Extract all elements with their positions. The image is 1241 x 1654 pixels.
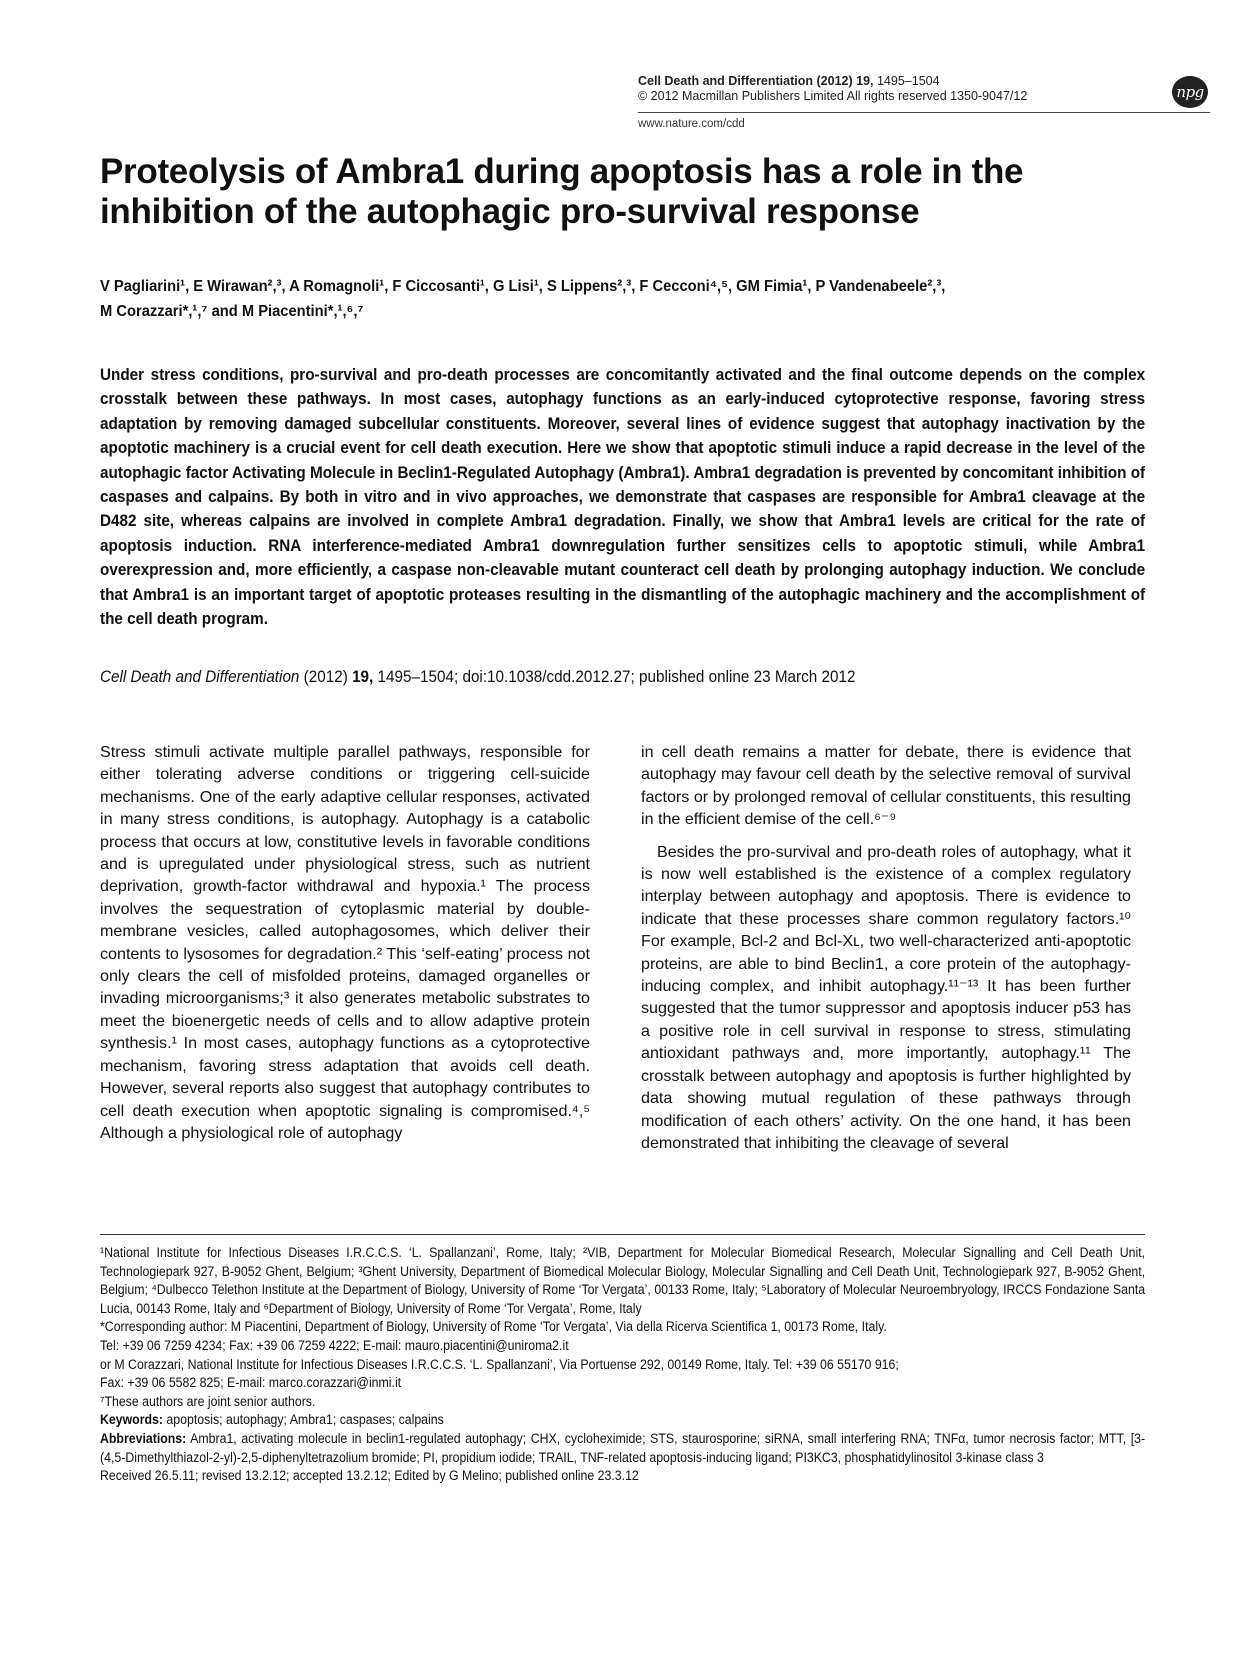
corresponding-author-2: or M Corazzari, National Institute for Infectious Diseases I.R.C.C.S. ‘L. Spallanzani’, Via Portuense 292, 00149 Rome, Italy. Tel: +39 06 55170 916; <box>100 1356 899 1372</box>
authors-line-1: V Pagliarini¹, E Wirawan²,³, A Romagnoli¹, F Ciccosanti¹, G Lisi¹, S Lippens²,³, F Cecconi⁴,⁵, GM Fimia¹, P Vandenabeele²,³, <box>100 278 946 295</box>
citation-year: (2012) <box>303 667 348 686</box>
header-rule <box>638 112 1210 113</box>
corresponding-author-1: *Corresponding author: M Piacentini, Department of Biology, University of Rome ‘Tor Vergata’, Via della Ricerva Scientifica 1, 00173 Rome, Italy. <box>100 1319 887 1335</box>
footnotes <box>100 1244 1145 1486</box>
body-paragraph: Stress stimuli activate multiple parallel pathways, responsible for either tolerating adverse conditions or triggering cell-suicide mechanisms. One of the early adaptive cellular responses, activated in many stress conditions, is autophagy. Autophagy is a catabolic process that occurs at low, constitutive levels in favorable conditions and is upregulated under physiological stress, such as nutrient deprivation, growth-factor withdrawal and hypoxia.¹ The process involves the sequestration of cytoplasmic material by double-membrane vesicles, called autophagosomes, which deliver their contents to lysosomes for degradation.² This ‘self-eating’ process not only clears the cell of misfolded proteins, damaged organelles or invading microorganisms;³ it also generates metabolic substrates to meet the bioenergetic needs of cells and to allow adaptive protein synthesis.¹ In most cases, autophagy functions as a cytoprotective mechanism, favoring stress adaptation that avoids cell death. However, several reports also suggest that autophagy contributes to cell death execution when apoptotic signaling is compromised.⁴,⁵ Although a physiological role of autophagy <box>100 743 590 1142</box>
journal-name: Cell Death and Differentiation <box>638 74 814 88</box>
abbreviations-value: Ambra1, activating molecule in beclin1-regulated autophagy; CHX, cycloheximide; STS, staurosporine; siRNA, small interfering RNA; TNFα, tumor necrosis factor; MTT, [3-(4,5-Dimethylthiazol-2-yl)-2,5-diphenyltetrazolium bromide; PI, propidium iodide; TRAIL, TNF-related apoptosis-inducing ligand; PI3KC3, phosphatidylinositol 3-kinase class 3 <box>100 1430 1146 1465</box>
keywords-value: apoptosis; autophagy; Ambra1; caspases; calpains <box>166 1412 444 1428</box>
senior-authors-note: ⁷These authors are joint senior authors. <box>100 1393 316 1409</box>
keywords <box>100 1411 1145 1430</box>
keywords-label: Keywords: <box>100 1412 163 1428</box>
journal-pages: 1495–1504 <box>876 74 940 88</box>
journal-header <box>638 74 1098 104</box>
body-paragraph: Besides the pro-survival and pro-death roles of autophagy, what it is now well established is the existence of a complex regulatory interplay between autophagy and apoptosis. There is evidence to indicate that these processes share common regulatory factors.¹⁰ For example, Bcl-2 and Bcl-Xʟ, two well-characterized anti-apoptotic proteins, are able to bind Beclin1, a core protein of the autophagy-inducing complex, and inhibit autophagy.¹¹⁻¹³ It has been further suggested that the tumor suppressor and apoptosis inducer p53 has a positive role in cell survival in response to stress, stimulating antioxidant pathways and, more importantly, autophagy.¹¹ The crosstalk between autophagy and apoptosis is further highlighted by data showing mutual regulation of these pathways through modification of each others’ activity. On the one hand, it has been demonstrated that inhibiting the cleavage of several <box>641 842 1131 1152</box>
footnote-rule <box>100 1234 1145 1235</box>
corresponding-author-2-contact: Fax: +39 06 5582 825; E-mail: marco.corazzari@inmi.it <box>100 1375 402 1391</box>
journal-url[interactable]: www.nature.com/cdd <box>638 118 745 130</box>
affiliations: ¹National Institute for Infectious Diseases I.R.C.C.S. ‘L. Spallanzani’, Rome, Italy; ²VIB, Department for Molecular Biomedical Research, Molecular Signalling and Cell Death Unit, Technologiepark 927, B-9052 Ghent, Belgium; ³Ghent University, Department of Biomedical Molecular Biology, Molecular Signalling and Cell Death Unit, Technologiepark 927, B-9052 Ghent, Belgium; ⁴Dulbecco Telethon Institute at the Department of Biology, University of Rome ‘Tor Vergata’, 00133 Rome, Italy; ⁵Laboratory of Molecular Neuroembryology, IRCCS Fondazione Santa Lucia, 00143 Rome, Italy and ⁶Department of Biology, University of Rome ‘Tor Vergata’, Rome, Italy <box>100 1245 1146 1316</box>
article-title: Proteolysis of Ambra1 during apoptosis has a role in the inhibition of the autophagic pro-survival response <box>100 152 1024 231</box>
citation-volume: 19, <box>352 667 374 686</box>
body-column-right <box>641 741 1131 1154</box>
author-list <box>100 274 1145 324</box>
abbreviations <box>100 1430 1145 1467</box>
body-paragraph: in cell death remains a matter for debate, there is evidence that autophagy may favour cell death by the selective removal of survival factors or by prolonged removal of cellular constituents, this resulting in the efficient demise of the cell.⁶⁻⁹ <box>641 743 1131 829</box>
body-column-left <box>100 741 590 1144</box>
citation-line <box>100 666 1145 688</box>
journal-copyright: © 2012 Macmillan Publishers Limited All rights reserved 1350-9047/12 <box>638 89 1028 103</box>
received-dates: Received 26.5.11; revised 13.2.12; accepted 13.2.12; Edited by G Melino; published online 23.3.12 <box>100 1468 639 1484</box>
citation-rest: 1495–1504; doi:10.1038/cdd.2012.27; published online 23 March 2012 <box>377 667 856 686</box>
authors-line-2: M Corazzari*,¹,⁷ and M Piacentini*,¹,⁶,⁷ <box>100 303 364 320</box>
abstract: Under stress conditions, pro-survival and pro-death processes are concomitantly activated and the final outcome depends on the complex crosstalk between these pathways. In most cases, autophagy functions as an early-induced cytoprotective response, favoring stress adaptation by removing damaged subcellular constituents. Moreover, several lines of evidence suggest that autophagy inactivation by the apoptotic machinery is a crucial event for cell death execution. Here we show that apoptotic stimuli induce a rapid decrease in the level of the autophagic factor Activating Molecule in Beclin1-Regulated Autophagy (Ambra1). Ambra1 degradation is prevented by concomitant inhibition of caspases and calpains. By both in vitro and in vivo approaches, we demonstrate that caspases are responsible for Ambra1 cleavage at the D482 site, whereas calpains are involved in complete Ambra1 degradation. Finally, we show that Ambra1 levels are critical for the rate of apoptosis induction. RNA interference-mediated Ambra1 downregulation further sensitizes cells to apoptotic stimuli, while Ambra1 overexpression and, more efficiently, a caspase non-cleavable mutant counteract cell death by prolonging autophagy induction. We conclude that Ambra1 is an important target of apoptotic proteases resulting in the dismantling of the autophagic machinery and the accomplishment of the cell death program. <box>100 365 1146 629</box>
journal-year-volume: (2012) 19, <box>816 74 874 88</box>
abbreviations-label: Abbreviations: <box>100 1430 187 1446</box>
corresponding-author-1-contact: Tel: +39 06 7259 4234; Fax: +39 06 7259 4222; E-mail: mauro.piacentini@uniroma2.it <box>100 1337 569 1353</box>
citation-journal: Cell Death and Differentiation <box>100 667 300 686</box>
npg-logo: npg <box>1172 76 1208 108</box>
